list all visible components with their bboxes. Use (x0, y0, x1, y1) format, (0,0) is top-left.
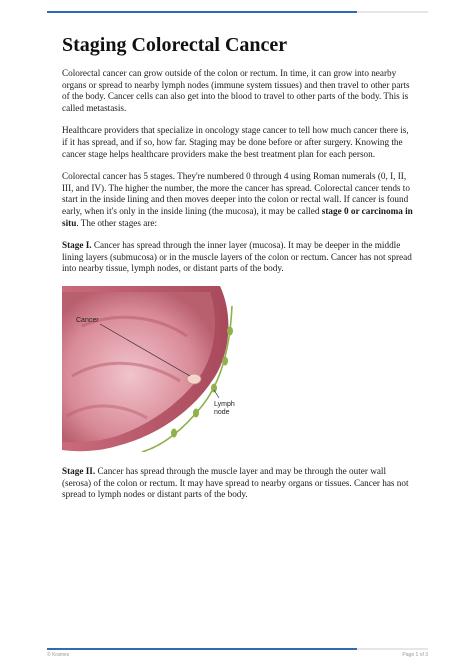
page-footer (47, 648, 428, 658)
lymph-node-mark (193, 408, 199, 417)
document-body (62, 68, 414, 512)
stage-2-text: Cancer has spread through the muscle layer and may be through the outer wall (serosa) of the colon or rectum. It may have spread to nearby organs or tissues. Cancer has not spread to lymph nodes or distant parts of the body. (62, 465, 409, 500)
stages-overview-text: Colorectal cancer has 5 stages. They're numbered 0 through 4 using Roman numerals (0, I, II, III, and IV). The higher the number, the more the cancer has spread. Colorectal cancer tends to start in the inside lining and then moves deeper into the colon or rectal wall. If cancer is found early, when it's only in the inside lining (the mucosa), it may be called (62, 171, 410, 216)
header-bar (47, 11, 428, 13)
stage-1-label: Stage I. (62, 240, 92, 251)
footer-accent (47, 648, 357, 650)
figure-label-lymph: Lymph (214, 400, 235, 408)
footer-page-number: Page 1 of 3 (402, 652, 428, 658)
colon-illustration-svg (62, 286, 238, 452)
paragraph-intro: Colorectal cancer can grow outside of the colon or rectum. In time, it can grow into nearby organs or spread to nearby lymph nodes (immune system tissues) and then travel to other parts of the body. Cancer cells can also get into the blood to travel to other parts of the body. This is called metastasis. (62, 68, 410, 113)
lymph-node-mark (211, 383, 217, 392)
stage-0-term: stage 0 or carcinoma in situ (62, 205, 413, 228)
colon-lumen (62, 292, 215, 442)
footer-bar (47, 648, 428, 650)
figure-label-cancer: Cancer (76, 316, 99, 324)
page-title: Staging Colorectal Cancer (62, 34, 288, 56)
lymph-leader-line (214, 390, 219, 398)
figure-label-node: node (214, 408, 230, 416)
paragraph-stages-overview (62, 171, 414, 229)
lymph-node-mark (222, 356, 228, 365)
paragraph-stage-1 (62, 240, 414, 275)
stage-2-label: Stage II. (62, 465, 96, 476)
lymph-node-mark (171, 428, 177, 437)
colon-illustration (62, 286, 238, 452)
header-accent (47, 11, 357, 13)
stages-overview-tail: . The other stages are: (76, 217, 158, 228)
paragraph-staging: Healthcare providers that specialize in oncology stage cancer to tell how much cancer there is, if it has spread, and if so, how far. Staging may be done before or after surgery. Knowing the cancer stage helps healthcare providers make the best treatment plan for each person. (62, 125, 409, 159)
paragraph-stage-2 (62, 466, 414, 501)
footer-copyright: © Krames (47, 652, 70, 658)
stage-1-text: Cancer has spread through the inner layer (mucosa). It may be deeper in the middle lining layers (submucosa) or in the muscle layers of the colon or rectum. Cancer has not spread into nearby tissue, lymph nodes, or distant parts of the body. (62, 240, 412, 274)
lymph-node-mark (227, 326, 233, 335)
